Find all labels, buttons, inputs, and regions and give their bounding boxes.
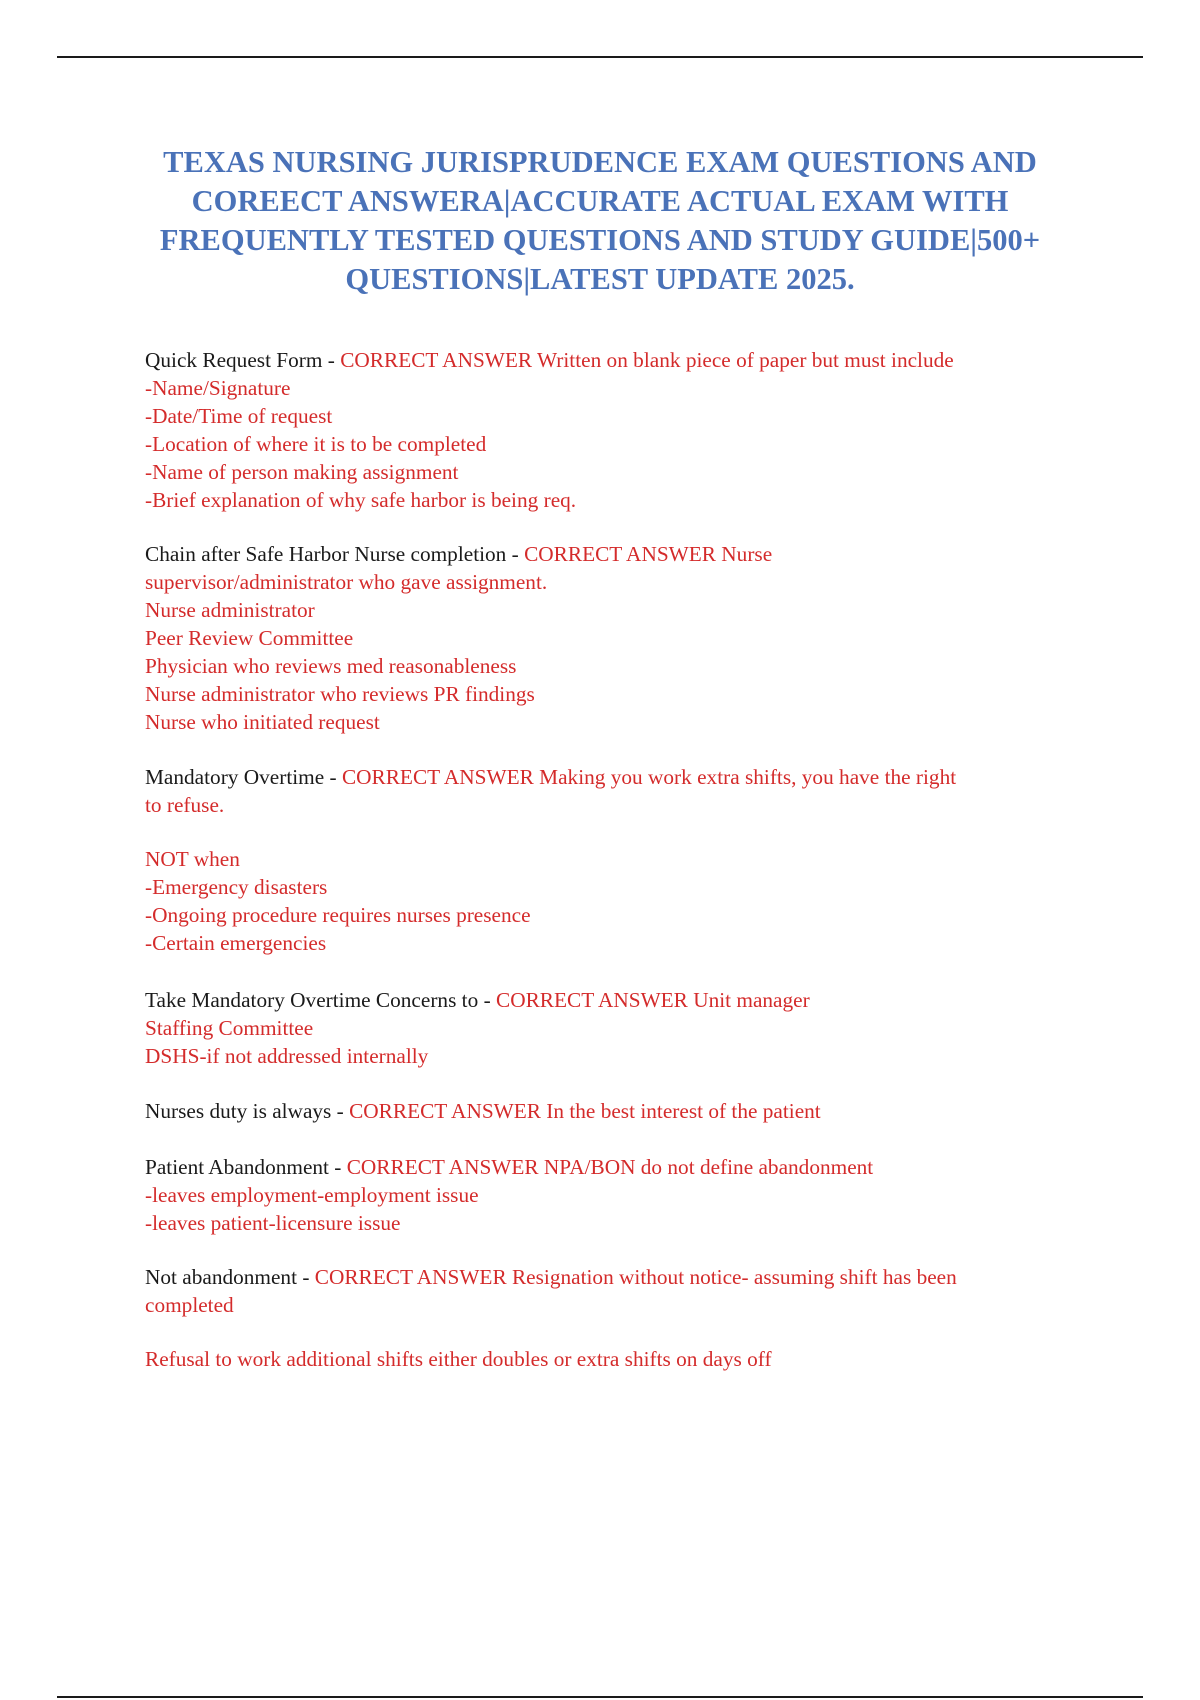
title-line: FREQUENTLY TESTED QUESTIONS AND STUDY GUIDE|500+ bbox=[159, 223, 1041, 257]
question-text: Not abandonment - bbox=[145, 1265, 315, 1289]
answer-line: -Name of person making assignment bbox=[145, 460, 459, 484]
qa-block-quick-request-form bbox=[145, 346, 1105, 514]
qa-block-chain-after-safe-harbor bbox=[145, 540, 1105, 736]
answer-line: supervisor/administrator who gave assignment. bbox=[145, 570, 548, 594]
answer-line: -Emergency disasters bbox=[145, 875, 328, 899]
answer-line: Staffing Committee bbox=[145, 1016, 314, 1040]
answer-line: -Brief explanation of why safe harbor is being req. bbox=[145, 488, 577, 512]
answer-text: CORRECT ANSWER Nurse bbox=[524, 542, 773, 566]
answer-line: to refuse. bbox=[145, 793, 225, 817]
answer-line: NOT when bbox=[145, 847, 240, 871]
question-text: Quick Request Form - bbox=[145, 348, 341, 372]
bottom-rule bbox=[57, 1696, 1143, 1698]
answer-text: CORRECT ANSWER Written on blank piece of paper but must include bbox=[340, 348, 954, 372]
document-title bbox=[100, 143, 1100, 299]
question-text: Nurses duty is always - bbox=[145, 1099, 350, 1123]
answer-line: -leaves employment-employment issue bbox=[145, 1183, 479, 1207]
answer-line: DSHS-if not addressed internally bbox=[145, 1044, 429, 1068]
paragraph-gap bbox=[145, 1319, 1105, 1345]
answer-line: -Ongoing procedure requires nurses presence bbox=[145, 903, 531, 927]
answer-text: CORRECT ANSWER In the best interest of the patient bbox=[349, 1099, 821, 1123]
qa-block-overtime-concerns bbox=[145, 986, 1105, 1070]
answer-line: completed bbox=[145, 1293, 234, 1317]
answer-line: -leaves patient-licensure issue bbox=[145, 1211, 401, 1235]
top-rule bbox=[57, 56, 1143, 58]
qa-block-not-abandonment bbox=[145, 1263, 1105, 1373]
title-line: QUESTIONS|LATEST UPDATE 2025. bbox=[345, 262, 855, 296]
answer-line: -Name/Signature bbox=[145, 376, 291, 400]
title-line: COREECT ANSWERA|ACCURATE ACTUAL EXAM WITH bbox=[191, 184, 1009, 218]
question-text: Chain after Safe Harbor Nurse completion - bbox=[145, 542, 525, 566]
answer-line: Refusal to work additional shifts either doubles or extra shifts on days off bbox=[145, 1347, 772, 1371]
answer-text: CORRECT ANSWER NPA/BON do not define abandonment bbox=[346, 1155, 874, 1179]
title-line: TEXAS NURSING JURISPRUDENCE EXAM QUESTIONS AND bbox=[163, 145, 1037, 179]
question-text: Take Mandatory Overtime Concerns to - bbox=[145, 988, 496, 1012]
answer-line: Peer Review Committee bbox=[145, 626, 354, 650]
answer-line: Nurse administrator bbox=[145, 598, 315, 622]
qa-block-nurses-duty bbox=[145, 1097, 1105, 1125]
answer-text: CORRECT ANSWER Unit manager bbox=[495, 988, 810, 1012]
question-text: Mandatory Overtime - bbox=[145, 765, 342, 789]
question-text: Patient Abandonment - bbox=[145, 1155, 347, 1179]
answer-line: -Location of where it is to be completed bbox=[145, 432, 487, 456]
answer-line: Nurse who initiated request bbox=[145, 710, 380, 734]
answer-line: -Date/Time of request bbox=[145, 404, 333, 428]
qa-block-patient-abandonment bbox=[145, 1153, 1105, 1237]
answer-line: -Certain emergencies bbox=[145, 931, 327, 955]
answer-text: CORRECT ANSWER Making you work extra shifts, you have the right bbox=[341, 765, 957, 789]
paragraph-gap bbox=[145, 819, 1105, 845]
qa-block-mandatory-overtime bbox=[145, 763, 1105, 957]
answer-line: Nurse administrator who reviews PR findings bbox=[145, 682, 535, 706]
answer-line: Physician who reviews med reasonableness bbox=[145, 654, 517, 678]
answer-text: CORRECT ANSWER Resignation without notice- assuming shift has been bbox=[314, 1265, 957, 1289]
